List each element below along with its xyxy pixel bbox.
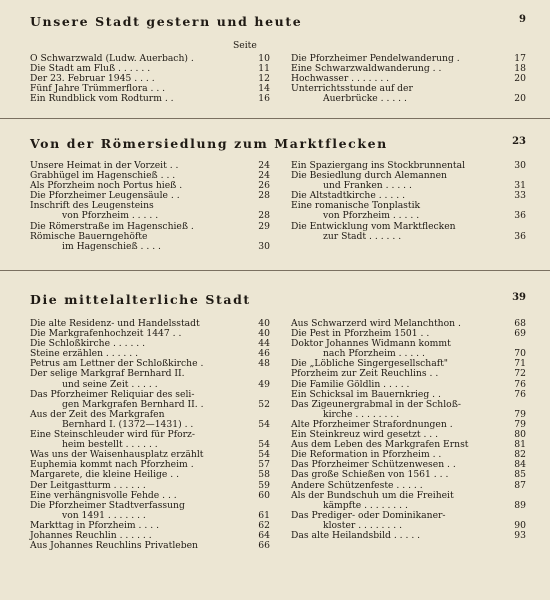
toc-entry-title: Die Reformation in Pforzheim . .: [291, 449, 442, 461]
toc-entry-title: Die Pforzheimer Stadtverfassung: [30, 499, 185, 511]
toc-entry-page: 12: [258, 73, 270, 85]
toc-entry-title: Die Schloßkirche . . . . . .: [30, 338, 146, 350]
toc-entry-title: Ein Schicksal im Bauernkrieg . .: [291, 388, 441, 400]
toc-entry-page: 71: [514, 358, 526, 370]
toc-entry-page: 76: [514, 388, 526, 400]
toc-entry-page: 64: [258, 529, 270, 541]
toc-entry-page: 31: [514, 180, 526, 192]
toc-entry-title: Die Pforzheimer Pendelwanderung .: [291, 53, 460, 64]
section-heading: [30, 14, 526, 29]
toc-entry-title: Aus Johannes Reuchlins Privatleben: [30, 540, 198, 552]
toc-entry-title: Die Besiedlung durch Alemannen: [291, 170, 447, 182]
toc-entry-title: Die Pest in Pforzheim 1501 . .: [291, 328, 430, 340]
toc-entry-page: 46: [258, 348, 270, 360]
toc-entry-title: Margarete, die kleine Heilige . .: [30, 469, 180, 481]
section-page: 9: [519, 14, 526, 25]
toc-entry-page: 90: [514, 519, 526, 531]
section-divider: [0, 118, 550, 119]
toc-entry-page: 85: [514, 469, 526, 481]
toc-entry-page: 81: [514, 439, 526, 451]
toc-entry-title: Die Stadt am Fluß . . . . . .: [30, 63, 151, 75]
toc-entry-page: 36: [514, 230, 526, 242]
toc-entry-title: Inschrift des Leugensteins: [30, 200, 154, 212]
toc-entry-title: von Pforzheim . . . . .: [323, 210, 420, 222]
toc-entry-title: Was uns der Waisenhausplatz erzählt: [30, 449, 204, 461]
toc-entry-title: Ein Steinkreuz wird gesetzt . . .: [291, 429, 439, 441]
toc-entry-title: Die Altstadtkirche . . . . .: [291, 190, 405, 202]
toc-entry-page: 69: [514, 328, 526, 340]
toc-entry-title: Als der Bundschuh um die Freiheit: [291, 489, 454, 501]
toc-entry-page: 82: [514, 449, 526, 461]
toc-entry-page: 26: [258, 180, 270, 192]
toc-entry-title: Das Zigeunergrabmal in der Schloß-: [291, 398, 461, 410]
toc-entry-title: Euphemia kommt nach Pforzheim .: [30, 459, 194, 471]
toc-entry-page: 59: [258, 479, 270, 491]
toc-entry: [30, 242, 270, 252]
toc-entry-title: Grabhügel im Hagenschieß . . .: [30, 170, 176, 182]
toc-entry-page: 18: [514, 63, 526, 75]
toc-column-left: [30, 161, 270, 252]
toc-entry-page: 60: [258, 489, 270, 501]
toc-entry-page: 16: [258, 93, 270, 105]
toc-entry-page: 76: [514, 378, 526, 390]
toc-entry-page: 70: [514, 348, 526, 360]
toc-entry: [291, 94, 526, 104]
toc-entry-title: Aus Schwarzerd wird Melanchthon .: [291, 318, 461, 329]
toc-entry-title: im Hagenschieß . . . .: [62, 240, 161, 252]
toc-entry-page: 24: [258, 170, 270, 182]
toc-entry-title: Pforzheim zur Zeit Reuchlins . .: [291, 368, 439, 380]
toc-entry-page: 20: [514, 93, 526, 105]
toc-entry-title: Der selige Markgraf Bernhard II.: [30, 368, 185, 380]
toc-entry-title: und seine Zeit . . . . .: [62, 378, 158, 390]
toc-entry: [291, 531, 526, 541]
toc-column-right: [291, 161, 526, 242]
toc-entry-title: Eine Steinschleuder wird für Pforz-: [30, 429, 195, 441]
toc-entry-page: 17: [514, 53, 526, 64]
toc-entry-page: 29: [258, 220, 270, 232]
toc-entry-title: Aus der Zeit des Markgrafen: [30, 408, 165, 420]
toc-entry-title: Markttag in Pforzheim . . . .: [30, 519, 159, 531]
toc-entry-title: Das Pforzheimer Schützenwesen . .: [291, 459, 456, 471]
toc-entry-title: Hochwasser . . . . . . .: [291, 73, 390, 85]
toc-entry-page: 54: [258, 418, 270, 430]
toc-entry-title: Doktor Johannes Widmann kommt: [291, 338, 451, 350]
toc-entry-page: 68: [514, 318, 526, 329]
toc-entry-page: 87: [514, 479, 526, 491]
toc-entry-title: Die Pforzheimer Leugensäule . .: [30, 190, 180, 202]
toc-entry-page: 20: [514, 73, 526, 85]
toc-entry-page: 10: [258, 53, 270, 64]
toc-column-right: [291, 319, 526, 541]
toc-entry-title: zur Stadt . . . . . .: [323, 230, 402, 242]
toc-entry-title: Die Entwicklung vom Marktflecken: [291, 220, 456, 232]
toc-entry-title: Alte Pforzheimer Strafordnungen .: [291, 418, 453, 430]
toc-entry-page: 36: [514, 210, 526, 222]
toc-entry-title: und Franken . . . . .: [323, 180, 412, 192]
toc-entry-title: Andere Schützenfeste . . . . .: [291, 479, 423, 491]
toc-entry: [30, 541, 270, 551]
toc-entry-title: Die alte Residenz- und Handelsstadt: [30, 318, 200, 329]
toc-entry-page: 24: [258, 160, 270, 171]
toc-entry-title: kirche . . . . . . . .: [323, 408, 400, 420]
section-page: 39: [512, 292, 526, 303]
toc-entry-title: kloster . . . . . . . .: [323, 519, 402, 531]
toc-entry-page: 80: [514, 429, 526, 441]
toc-entry-title: Auerbrücke . . . . .: [323, 93, 407, 105]
toc-entry-page: 44: [258, 338, 270, 350]
toc-entry-title: gen Markgrafen Bernhard II. .: [62, 398, 204, 410]
toc-column-right: [291, 54, 526, 104]
toc-column-left: [30, 319, 270, 551]
toc-entry-title: Bernhard I. (1372—1431) . .: [62, 418, 194, 430]
toc-entry: [30, 94, 270, 104]
section-title: Unsere Stadt gestern und heute: [30, 14, 303, 29]
toc-entry: [291, 232, 526, 242]
toc-entry-title: Ein Spaziergang ins Stockbrunnental: [291, 160, 466, 171]
toc-entry-page: 89: [514, 499, 526, 511]
toc-entry-title: Die „Löbliche Singergesellschaft": [291, 358, 449, 370]
toc-entry-page: 14: [258, 83, 270, 95]
toc-entry-title: nach Pforzheim . . . . .: [323, 348, 425, 360]
toc-entry-page: 48: [258, 358, 270, 370]
toc-entry-page: 58: [258, 469, 270, 481]
toc-entry-title: von 1491 . . . . . . .: [62, 509, 146, 521]
toc-entry-title: Das Prediger- oder Dominikaner-: [291, 509, 446, 521]
toc-entry-page: 62: [258, 519, 270, 531]
toc-entry-page: 54: [258, 449, 270, 461]
toc-entry-page: 11: [258, 63, 270, 75]
toc-entry-page: 79: [514, 408, 526, 420]
toc-entry-title: Aus dem Leben des Markgrafen Ernst: [291, 439, 469, 451]
section-page: 23: [512, 136, 526, 147]
toc-entry-title: Das Pforzheimer Reliquiar des seli-: [30, 388, 195, 400]
toc-entry-title: Unsere Heimat in der Vorzeit . .: [30, 160, 179, 171]
toc-entry-title: Das große Schießen von 1561 . . .: [291, 469, 449, 481]
toc-entry-title: Fünf Jahre Trümmerflora . . .: [30, 83, 166, 95]
toc-entry-page: 30: [258, 240, 270, 252]
section-heading: [30, 292, 526, 307]
toc-entry-page: 57: [258, 459, 270, 471]
toc-entry-page: 28: [258, 210, 270, 222]
toc-entry-page: 54: [258, 439, 270, 451]
toc-entry-title: Das alte Heilandsbild . . . . .: [291, 529, 421, 541]
toc-entry-title: von Pforzheim . . . . .: [62, 210, 159, 222]
section-title: Die mittelalterliche Stadt: [30, 292, 251, 307]
toc-entry-title: Steine erzählen . . . . . .: [30, 348, 139, 360]
section-divider: [0, 270, 550, 271]
toc-entry-page: 84: [514, 459, 526, 471]
toc-entry-page: 30: [514, 160, 526, 171]
toc-entry-page: 93: [514, 529, 526, 541]
toc-entry-title: Als Pforzheim noch Portus hieß .: [30, 180, 183, 192]
toc-entry-title: heim bestellt . . . . . .: [62, 439, 158, 451]
toc-entry-title: Der 23. Februar 1945 . . . .: [30, 73, 155, 85]
toc-entry-title: Ein Rundblick vom Rodturm . .: [30, 93, 174, 105]
toc-entry-page: 40: [258, 328, 270, 340]
toc-column-left: [30, 54, 270, 104]
toc-entry-page: 52: [258, 398, 270, 410]
toc-entry-title: Johannes Reuchlin . . . . . .: [30, 529, 152, 541]
toc-entry-title: Eine Schwarzwaldwanderung . .: [291, 63, 442, 75]
toc-entry-title: O Schwarzwald (Ludw. Auerbach) .: [30, 53, 194, 64]
toc-entry-title: Römische Bauerngehöfte: [30, 230, 148, 242]
toc-entry-title: Die Markgrafenhochzeit 1447 . .: [30, 328, 182, 340]
toc-entry-page: 61: [258, 509, 270, 521]
toc-entry-title: Unterrichtsstunde auf der: [291, 83, 413, 95]
section-heading: [30, 136, 526, 151]
toc-entry-page: 49: [258, 378, 270, 390]
toc-entry-page: 40: [258, 318, 270, 329]
toc-entry-title: Eine romanische Tonplastik: [291, 200, 421, 212]
toc-entry-page: 66: [258, 540, 270, 552]
seite-label: Seite: [233, 40, 257, 51]
toc-entry-page: 28: [258, 190, 270, 202]
toc-entry-title: Die Familie Göldlin . . . . .: [291, 378, 410, 390]
toc-entry-page: 72: [514, 368, 526, 380]
toc-entry-title: Petrus am Lettner der Schloßkirche .: [30, 358, 204, 370]
toc-entry-page: 33: [514, 190, 526, 202]
toc-entry-title: kämpfte . . . . . . . .: [323, 499, 408, 511]
toc-entry-title: Die Römerstraße im Hagenschieß .: [30, 220, 194, 232]
toc-entry-title: Eine verhängnisvolle Fehde . . .: [30, 489, 177, 501]
toc-entry-page: 79: [514, 418, 526, 430]
section-title: Von der Römersiedlung zum Marktflecken: [30, 136, 388, 151]
toc-entry-title: Der Leitgastturm . . . . . .: [30, 479, 146, 491]
